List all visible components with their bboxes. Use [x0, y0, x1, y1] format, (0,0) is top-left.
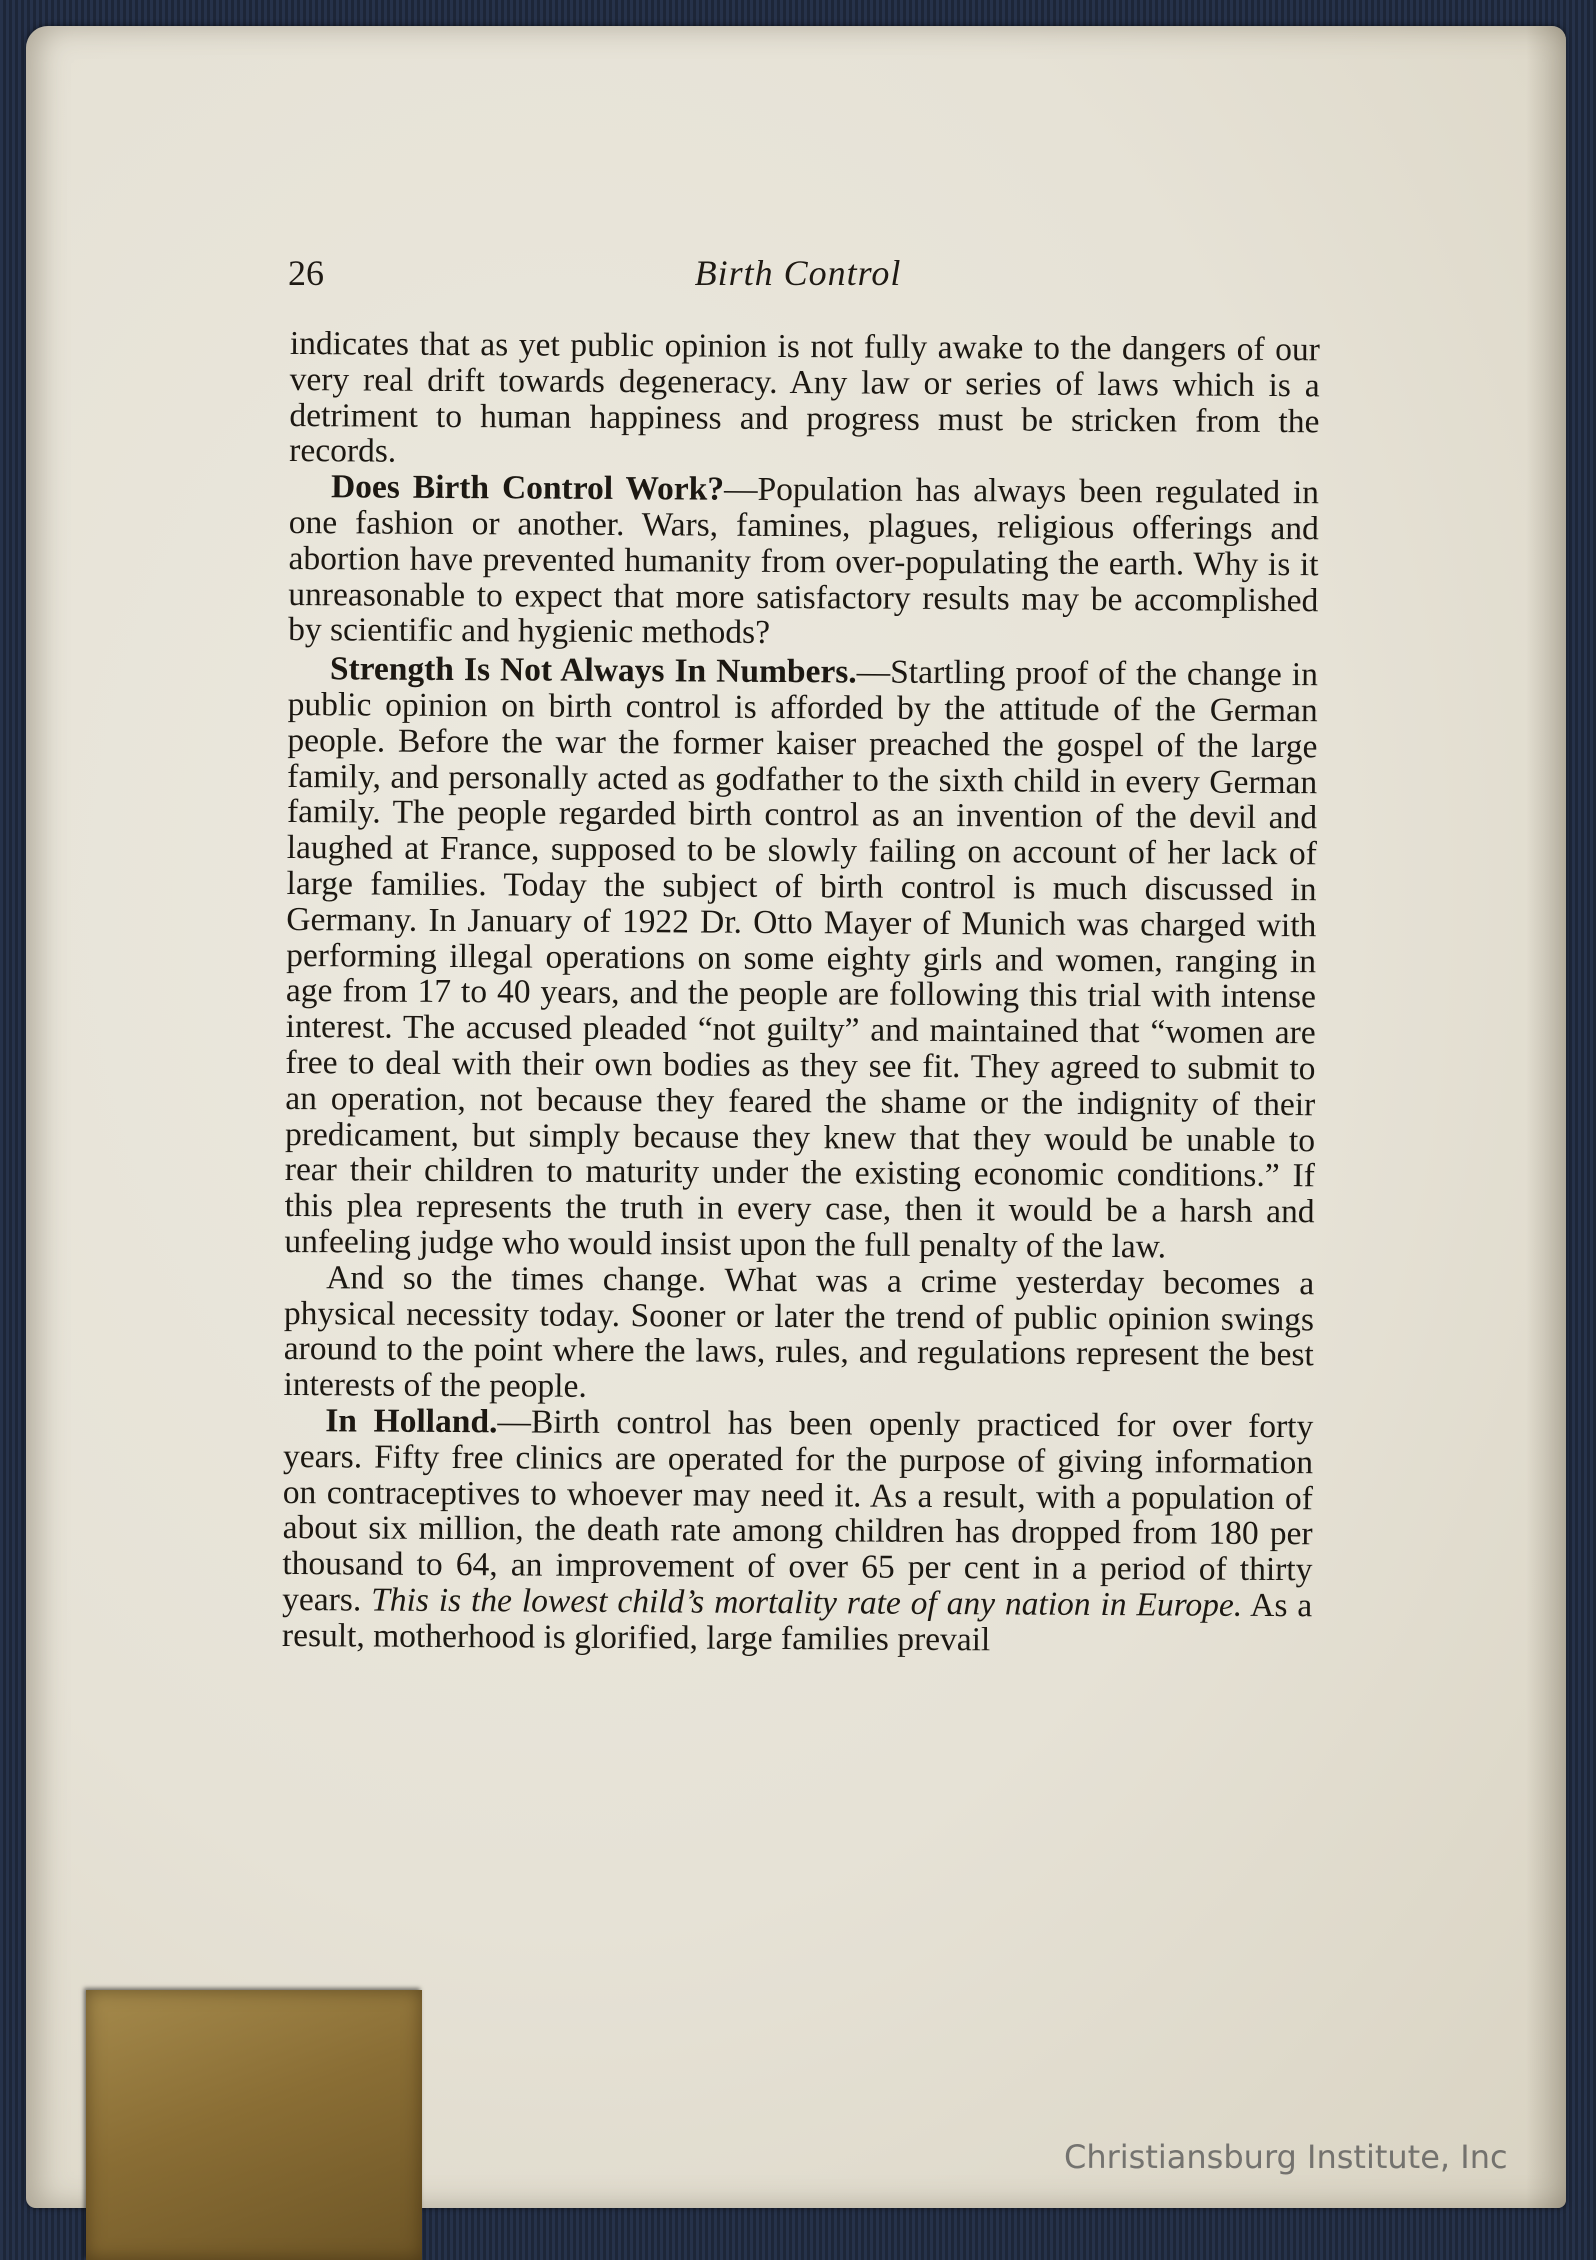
paragraph-in-holland — [282, 1403, 1314, 1660]
section-heading: Strength Is Not Always In Numbers. — [329, 650, 857, 691]
page-number: 26 — [288, 253, 324, 293]
paragraph-tail: As a result, motherhood is glorified, large families prevail — [281, 1586, 1313, 1658]
paragraph-continuation: indicates that as yet public opinion is not fully awake to the dangers of our very real drift towards degeneracy. Any law or series of laws which is a detriment to human happiness and progress must be stricken from the records. — [289, 325, 1320, 471]
running-title: Birth Control — [694, 253, 902, 293]
paragraph-does-birth-control-work — [288, 469, 1319, 654]
paragraph-body: —Birth control has been openly practiced for over forty years. Fifty free clinics are operated for the purpose of giving information on contraceptives to whoever may need it. As a result, with a population of about six million, the death rate among children has dropped from 180 per thousand to 64, an improvement of over 65 per cent in a period of thirty years. — [282, 1403, 1314, 1619]
paragraph-times-change: And so the times change. What was a crime yesterday becomes a physical necessity today. Sooner or later the trend of public opinion swings around to the point where the laws, rules, and regulations represent the best interests of the people. — [283, 1258, 1315, 1405]
gold-corner-plate — [86, 1990, 422, 2260]
italic-emphasis: This is the lowest child’s mortality rate of any nation in Europe. — [371, 1581, 1243, 1624]
watermark: Christiansburg Institute, Inc — [1064, 2138, 1508, 2176]
paragraph-body: —Startling proof of the change in public opinion on birth control is afforded by the attitude of the German people. Before the war the former kaiser preached the gospel of the large family, and personally acted as godfather to the sixth child in every German family. The people regarded birth control as an invention of the devil and laughed at France, supposed to be slowly failing on account of her lack of large families. Today the subject of birth control is much discussed in Germany. In January of 1922 Dr. Otto Mayer of Munich was charged with performing illegal operations on some eighty girls and women, ranging in age from 17 to 40 years, and the people are following this trial with intense interest. The accused pleaded “not guilty” and maintained that “women are free to deal with their own bodies as they see fit. They agreed to submit to an operation, not because they feared the shame or the indignity of their predicament, but simply because they knew that they would be unable to rear their children to maturity under the existing economic conditions.” If this plea represents the truth in every case, then it would be a harsh and unfeeling judge who would insist upon the full penalty of the law. — [284, 653, 1319, 1266]
page-header — [288, 252, 1308, 296]
paragraph-body: —Population has always been regulated in one fashion or another. Wars, famines, plagues, religious offerings and abortion have prevented humanity from over-populating the earth. Why is it unreasonable to expect that more satisfactory results may be accomplished by scientific and hygienic methods? — [288, 470, 1320, 652]
paragraph-strength-in-numbers — [284, 651, 1318, 1266]
section-heading: In Holland. — [325, 1402, 498, 1441]
body-text — [282, 326, 1320, 1660]
section-heading: Does Birth Control Work? — [330, 468, 725, 508]
